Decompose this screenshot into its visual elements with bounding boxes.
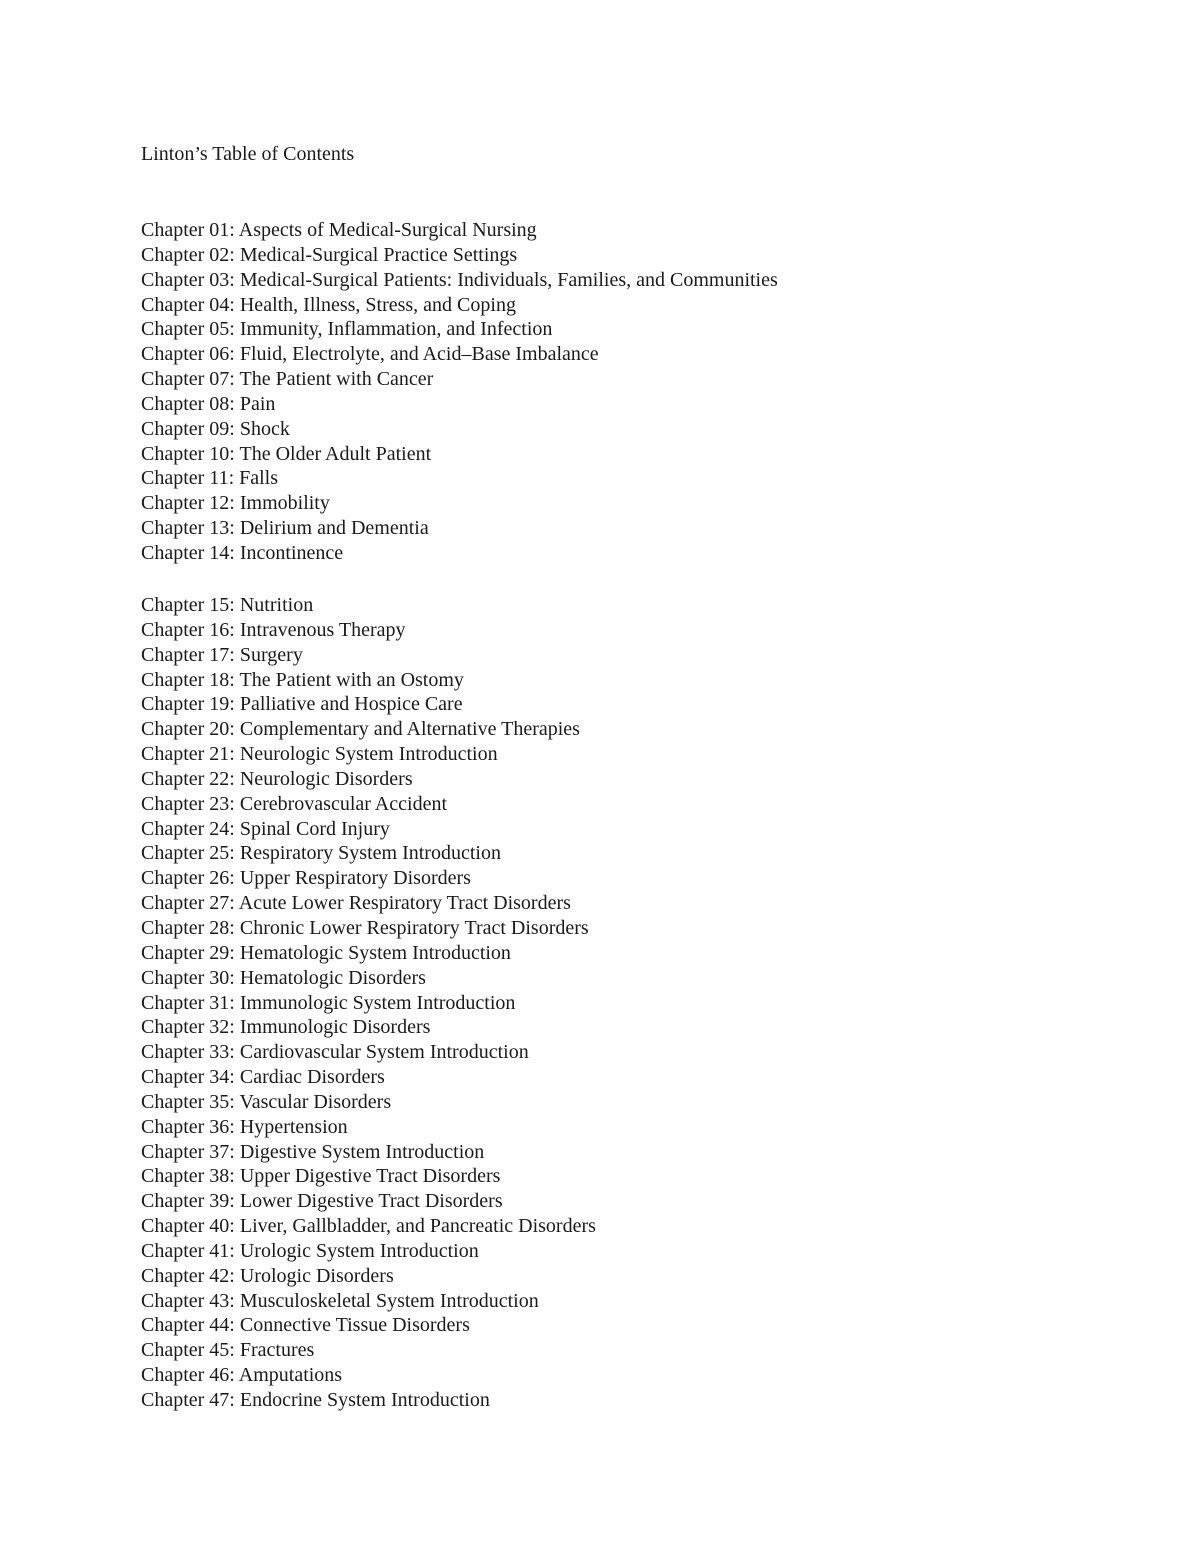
chapter-list-group-1	[141, 218, 1141, 566]
chapter-entry: Chapter 27: Acute Lower Respiratory Tract Disorders	[141, 892, 571, 915]
chapter-entry: Chapter 21: Neurologic System Introduction	[141, 743, 498, 766]
chapter-entry: Chapter 36: Hypertension	[141, 1115, 348, 1138]
chapter-entry: Chapter 38: Upper Digestive Tract Disorders	[141, 1165, 501, 1188]
chapter-entry: Chapter 37: Digestive System Introduction	[141, 1140, 485, 1163]
chapter-entry: Chapter 05: Immunity, Inflammation, and Infection	[141, 318, 553, 341]
chapter-entry: Chapter 16: Intravenous Therapy	[141, 618, 406, 641]
chapter-entry: Chapter 46: Amputations	[141, 1364, 343, 1387]
chapter-entry: Chapter 41: Urologic System Introduction	[141, 1239, 479, 1262]
chapter-entry: Chapter 26: Upper Respiratory Disorders	[141, 867, 471, 890]
chapter-entry: Chapter 44: Connective Tissue Disorders	[141, 1314, 470, 1337]
chapter-entry: Chapter 24: Spinal Cord Injury	[141, 817, 390, 840]
chapter-entry: Chapter 29: Hematologic System Introduction	[141, 941, 511, 964]
chapter-entry: Chapter 11: Falls	[141, 467, 279, 490]
chapter-entry: Chapter 34: Cardiac Disorders	[141, 1066, 385, 1089]
chapter-entry: Chapter 23: Cerebrovascular Accident	[141, 792, 447, 815]
chapter-entry: Chapter 13: Delirium and Dementia	[141, 517, 429, 540]
chapter-entry: Chapter 01: Aspects of Medical-Surgical Nursing	[141, 219, 537, 241]
chapter-entry: Chapter 10: The Older Adult Patient	[141, 442, 432, 465]
chapter-entry: Chapter 31: Immunologic System Introduction	[141, 991, 516, 1014]
chapter-entry: Chapter 12: Immobility	[141, 492, 330, 515]
chapter-entry: Chapter 47: Endocrine System Introduction	[141, 1389, 490, 1411]
chapter-entry: Chapter 22: Neurologic Disorders	[141, 767, 413, 790]
chapter-entry: Chapter 08: Pain	[141, 392, 276, 415]
chapter-entry: Chapter 17: Surgery	[141, 643, 303, 666]
chapter-entry: Chapter 40: Liver, Gallbladder, and Pancreatic Disorders	[141, 1215, 596, 1238]
chapter-entry: Chapter 28: Chronic Lower Respiratory Tract Disorders	[141, 916, 589, 939]
chapter-entry: Chapter 32: Immunologic Disorders	[141, 1016, 431, 1039]
chapter-entry: Chapter 25: Respiratory System Introduction	[141, 842, 501, 865]
chapter-entry: Chapter 04: Health, Illness, Stress, and Coping	[141, 293, 516, 316]
chapter-entry: Chapter 18: The Patient with an Ostomy	[141, 668, 464, 691]
chapter-entry: Chapter 03: Medical-Surgical Patients: Individuals, Families, and Communities	[141, 268, 778, 291]
chapter-entry: Chapter 33: Cardiovascular System Introduction	[141, 1041, 529, 1064]
document-title: Linton’s Table of Contents	[141, 143, 355, 165]
chapter-entry: Chapter 43: Musculoskeletal System Introduction	[141, 1289, 539, 1312]
chapter-entry: Chapter 14: Incontinence	[141, 541, 344, 564]
chapter-entry: Chapter 06: Fluid, Electrolyte, and Acid–Base Imbalance	[141, 343, 599, 366]
chapter-entry: Chapter 09: Shock	[141, 417, 290, 440]
chapter-entry: Chapter 35: Vascular Disorders	[141, 1090, 392, 1113]
chapter-entry: Chapter 19: Palliative and Hospice Care	[141, 693, 463, 716]
chapter-entry: Chapter 15: Nutrition	[141, 594, 314, 616]
chapter-entry: Chapter 30: Hematologic Disorders	[141, 966, 426, 989]
chapter-entry: Chapter 39: Lower Digestive Tract Disorders	[141, 1190, 503, 1213]
chapter-entry: Chapter 02: Medical-Surgical Practice Settings	[141, 243, 518, 266]
chapter-entry: Chapter 45: Fractures	[141, 1339, 315, 1362]
chapter-entry: Chapter 07: The Patient with Cancer	[141, 368, 434, 391]
chapter-entry: Chapter 20: Complementary and Alternative Therapies	[141, 718, 580, 741]
chapter-entry: Chapter 42: Urologic Disorders	[141, 1264, 394, 1287]
chapter-list-group-2	[141, 593, 1141, 1413]
